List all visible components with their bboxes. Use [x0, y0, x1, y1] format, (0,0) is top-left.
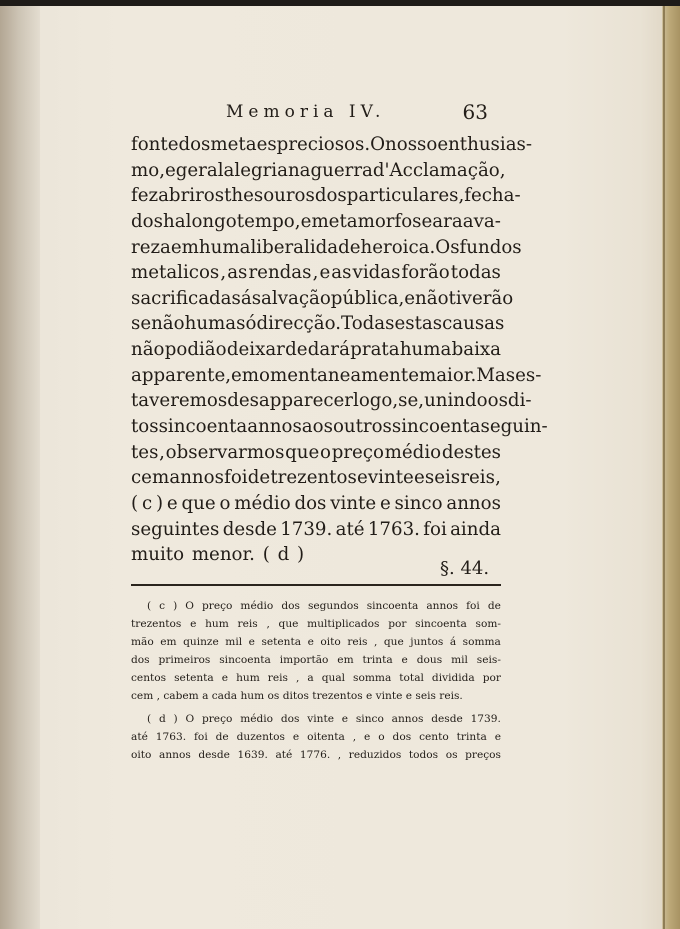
- page-header: [226, 102, 488, 128]
- body-line: ( c ) e que o médio dos vinte e sinco annos: [131, 492, 501, 514]
- footnote-rule: [131, 584, 501, 586]
- footnote-line: cem , cabem a cada hum os ditos trezentos e vinte e seis reis.: [131, 690, 463, 703]
- footnote-line: ( d ) O preço médio dos vinte e sinco annos desde 1739.: [147, 712, 501, 725]
- footnote-line: até 1763. foi de duzentos e oitenta , e o dos cento trinta e: [131, 730, 501, 743]
- body-line: ta veremos desapparecer logo , se , unindo os di-: [131, 390, 532, 412]
- body-line: mo , e geral alegria na guerra d'Acclamação ,: [131, 159, 506, 181]
- body-line: tos sincoenta annos aos outros sincoenta seguin-: [131, 416, 548, 438]
- body-line: reza em huma liberalidade heroica. Os fundos: [131, 236, 522, 258]
- body-text: [131, 132, 548, 568]
- body-line: cem annos foi de trezentos e vinte e seis reis ,: [131, 467, 501, 489]
- body-line: não podião deixar de dar á prata huma baixa: [131, 339, 501, 361]
- running-title: Memoria IV.: [226, 102, 386, 122]
- footnote-line: mão em quinze mil e setenta e oito reis , que juntos á somma: [131, 636, 501, 649]
- footnote-line: ( c ) O preço médio dos segundos sincoenta annos foi de: [147, 600, 501, 612]
- section-mark: §. 44.: [440, 558, 490, 579]
- footnote-line: oito annos desde 1639. até 1776. , reduzidos todos os preços: [131, 748, 501, 761]
- body-line: muito menor. ( d ): [131, 544, 305, 566]
- body-line: dos ha longo tempo , e metamorfosear a ava-: [131, 210, 501, 232]
- body-line: metalicos , as rendas , e as vidas forão todas: [131, 262, 501, 284]
- page-fore-edge-line: [663, 6, 665, 929]
- body-line: apparente , e momentaneamente maior. Mas es-: [131, 364, 542, 386]
- footnote-line: trezentos e hum reis , que multiplicados por sincoenta som-: [131, 618, 501, 631]
- body-line: tes , observarmos que o preço médio destes: [131, 441, 501, 463]
- body-line: seguintes desde 1739. até 1763. foi ainda: [131, 518, 501, 540]
- page-number: 63: [462, 100, 488, 124]
- body-line: fez abrir os thesouros dos particulares , fecha-: [131, 185, 521, 207]
- body-line: senão huma só direcção. Todas estas causas: [131, 313, 505, 335]
- gutter-shadow: [0, 6, 40, 929]
- body-line: sacrificadas á salvação pública , e não tiverão: [131, 287, 514, 309]
- footnote-line: centos setenta e hum reis , a qual somma total dividida por: [131, 672, 501, 685]
- footnotes: [131, 597, 501, 764]
- body-line: fonte dos metaes preciosos. O nosso enthusias-: [131, 134, 533, 155]
- footnote-line: dos primeiros sincoenta importão em trinta e dous mil seis-: [131, 654, 501, 667]
